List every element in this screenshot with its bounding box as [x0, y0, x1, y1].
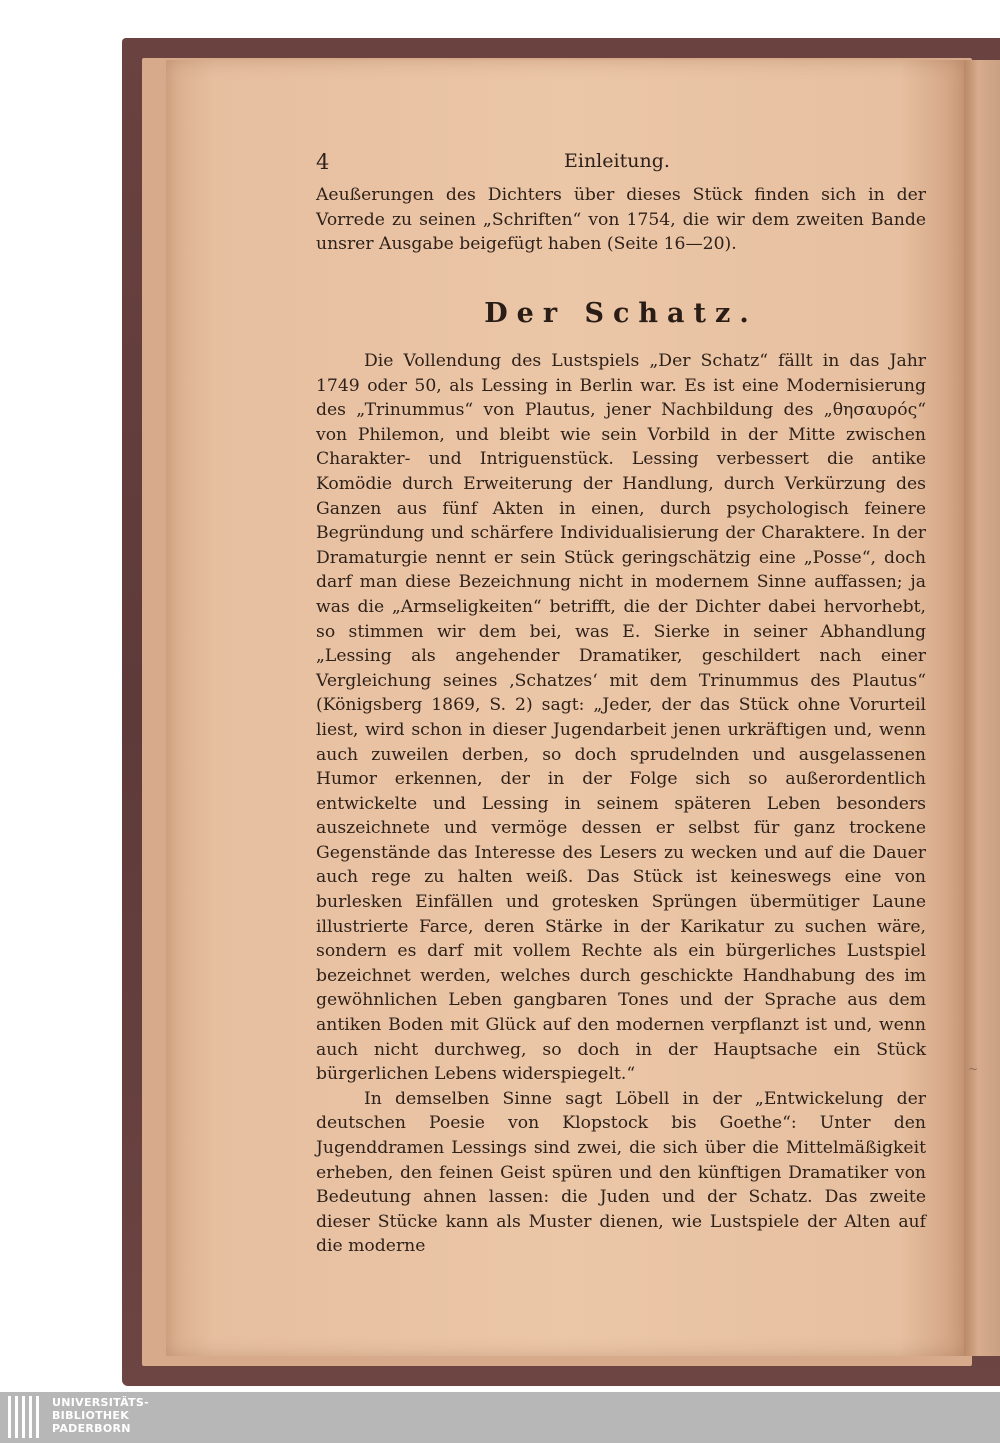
intro-paragraph: Aeußerungen des Dichters über dieses Stück finden sich in der Vorrede zu seinen „Schriften“ von 1754, die wir dem zweiten Bande unsrer Ausgabe beigefügt haben (Seite 16—20).	[316, 185, 926, 255]
page-header	[316, 146, 926, 180]
paragraph-2: In demselben Sinne sagt Löbell in der „Entwickelung der deutschen Poesie von Klopstock bis Goethe“: Unter den Jugenddramen Lessings sind zwei, die sich über die Mittelmäßigkeit erheben, den feinen Geist spüren und den künftigen Dramatiker von Bedeutung ahnen lassen: die Juden und der Schatz. Das zweite dieser Stücke kann als Muster dienen, wie Lustspiele der Alten auf die moderne	[316, 1088, 926, 1257]
page-number: 4	[316, 150, 330, 174]
facing-page-edge	[964, 60, 1000, 1356]
intro-paragraph-block	[316, 183, 926, 257]
library-logo-text	[52, 1396, 149, 1435]
footer-bar	[0, 1392, 1000, 1443]
running-title: Einleitung.	[564, 150, 670, 172]
paragraph-1: Die Vollendung des Lustspiels „Der Schatz“ fällt in das Jahr 1749 oder 50, als Lessing in Berlin war. Es ist eine Modernisierung des „Trinummus“ von Plautus, jener Nachbildung des „θησαυρός“ von Philemon, und bleibt wie sein Vorbild in der Mitte zwischen Charakter- und Intriguenstück. Lessing verbessert die antike Komödie durch Erweiterung der Handlung, durch Verkürzung des Ganzen aus fünf Akten in einen, durch psychologisch feinere Begründung und schärfere Individualisierung der Charaktere. In der Dramaturgie nennt er sein Stück geringschätzig eine „Posse“, doch darf man diese Bezeichnung nicht in modernem Sinne auffassen; ja was die „Armseligkeiten“ betrifft, die der Dichter dabei hervorhebt, so stimmen wir dem bei, was E. Sierke in seiner Abhandlung „Lessing als angehender Dramatiker, geschildert nach einer Vergleichung seines ‚Schatzes‘ mit dem Trinummus des Plautus“ (Königsberg 1869, S. 2) sagt: „Jeder, der das Stück ohne Vorurteil liest, wird schon in dieser Jugendarbeit jenen urkräftigen und, wenn auch zuweilen derben, so doch sprudelnden und ausgelassenen Humor erkennen, der in der Folge sich so außerordentlich entwickelte und Lessing in seinem späteren Leben besonders auszeichnete und vermöge dessen er selbst für ganz trockene Gegenstände das Interesse des Lesers zu wecken und auf die Dauer auch rege zu halten weiß. Das Stück ist keineswegs eine von burlesken Einfällen und grotesken Sprüngen übermütiger Laune illustrierte Farce, deren Stärke in der Karikatur zu suchen wäre, sondern es darf mit vollem Rechte als ein bürgerliches Lustspiel bezeichnet werden, welches durch geschickte Handhabung des im gewöhnlichen Leben gangbaren Tones und der Sprache aus dem antiken Boden mit Glück auf den modernen verpflanzt ist und, wenn auch nicht durchweg, so doch in der Hauptsache ein Stück bürgerlichen Lebens widerspiegelt.“	[316, 351, 926, 1085]
library-logo-icon	[8, 1396, 44, 1438]
logo-line-1: UNIVERSITÄTS-	[52, 1396, 149, 1409]
body-text	[316, 349, 926, 1259]
logo-line-2: BIBLIOTHEK	[52, 1409, 130, 1422]
section-title: Der Schatz.	[484, 298, 758, 329]
logo-line-3: PADERBORN	[52, 1422, 131, 1435]
margin-pencil-mark: ~	[968, 1062, 979, 1076]
